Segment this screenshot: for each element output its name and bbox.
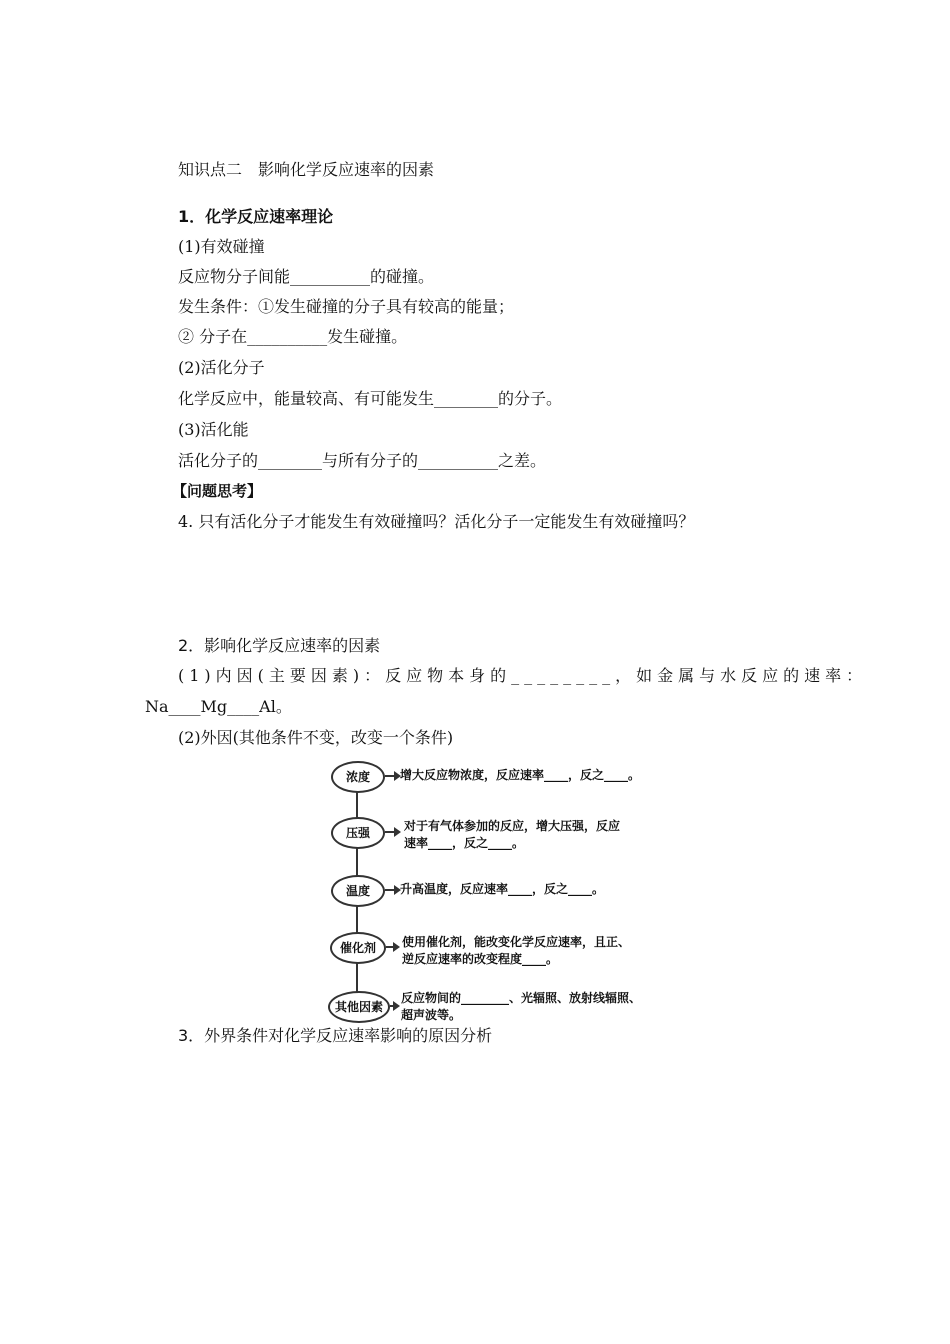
node-other-factors: 其他因素 bbox=[328, 991, 390, 1023]
text-temperature: 升高温度，反应速率____，反之____。 bbox=[400, 882, 605, 896]
node-pressure: 压强 bbox=[331, 817, 385, 849]
external-factor-title: (2)外因(其他条件不变，改变一个条件) bbox=[178, 728, 454, 747]
question-label: 【问题思考】 bbox=[172, 482, 263, 500]
text-pressure-line2: 速率____，反之____。 bbox=[404, 836, 525, 850]
text-catalyst-line1: 使用催化剂，能改变化学反应速率，且正、 bbox=[402, 935, 631, 949]
activation-energy-definition: 活化分子的________与所有分子的__________之差。 bbox=[178, 451, 547, 470]
text-concentration: 增大反应物浓度，反应速率____，反之____。 bbox=[400, 768, 641, 782]
node-catalyst: 催化剂 bbox=[330, 932, 386, 964]
text-other-line2: 超声波等。 bbox=[401, 1008, 462, 1022]
heading-influencing-factors: 2．影响化学反应速率的因素 bbox=[178, 636, 381, 655]
activation-energy-title: (3)活化能 bbox=[178, 420, 249, 439]
node-concentration: 浓度 bbox=[331, 761, 385, 793]
text-pressure-line1: 对于有气体参加的反应，增大压强，反应 bbox=[404, 819, 621, 833]
effective-collision-title: (1)有效碰撞 bbox=[178, 237, 265, 256]
heading-reaction-rate-theory: 1．化学反应速率理论 bbox=[178, 207, 334, 226]
arrow-pressure bbox=[385, 831, 395, 833]
text-other-line1: 反应物间的________、光辐照、放射线辐照、 bbox=[401, 991, 642, 1005]
activated-molecule-definition: 化学反应中，能量较高、有可能发生________的分子。 bbox=[178, 389, 563, 408]
arrow-concentration bbox=[385, 775, 395, 777]
arrow-other-factors bbox=[390, 1005, 394, 1007]
heading-cause-analysis: 3．外界条件对化学反应速率影响的原因分析 bbox=[178, 1026, 493, 1045]
effective-collision-definition: 反应物分子间能__________的碰撞。 bbox=[178, 267, 435, 286]
section-title: 知识点二 影响化学反应速率的因素 bbox=[178, 160, 435, 179]
collision-condition-1: 发生条件：①发生碰撞的分子具有较高的能量； bbox=[178, 297, 515, 316]
metal-rate-comparison: Na____Mg____Al。 bbox=[145, 697, 292, 716]
internal-factor-line: (1)内因(主要因素)：反应物本身的________，如金属与水反应的速率： bbox=[178, 666, 868, 685]
activated-molecule-title: (2)活化分子 bbox=[178, 358, 265, 377]
node-temperature: 温度 bbox=[331, 875, 385, 907]
arrow-temperature bbox=[385, 889, 395, 891]
text-catalyst-line2: 逆反应速率的改变程度____。 bbox=[402, 952, 559, 966]
question-text: 4. 只有活化分子才能发生有效碰撞吗？活化分子一定能发生有效碰撞吗？ bbox=[178, 512, 695, 531]
collision-condition-2: ② 分子在__________发生碰撞。 bbox=[178, 327, 408, 346]
factors-diagram bbox=[328, 758, 680, 1026]
arrow-catalyst bbox=[386, 946, 394, 948]
